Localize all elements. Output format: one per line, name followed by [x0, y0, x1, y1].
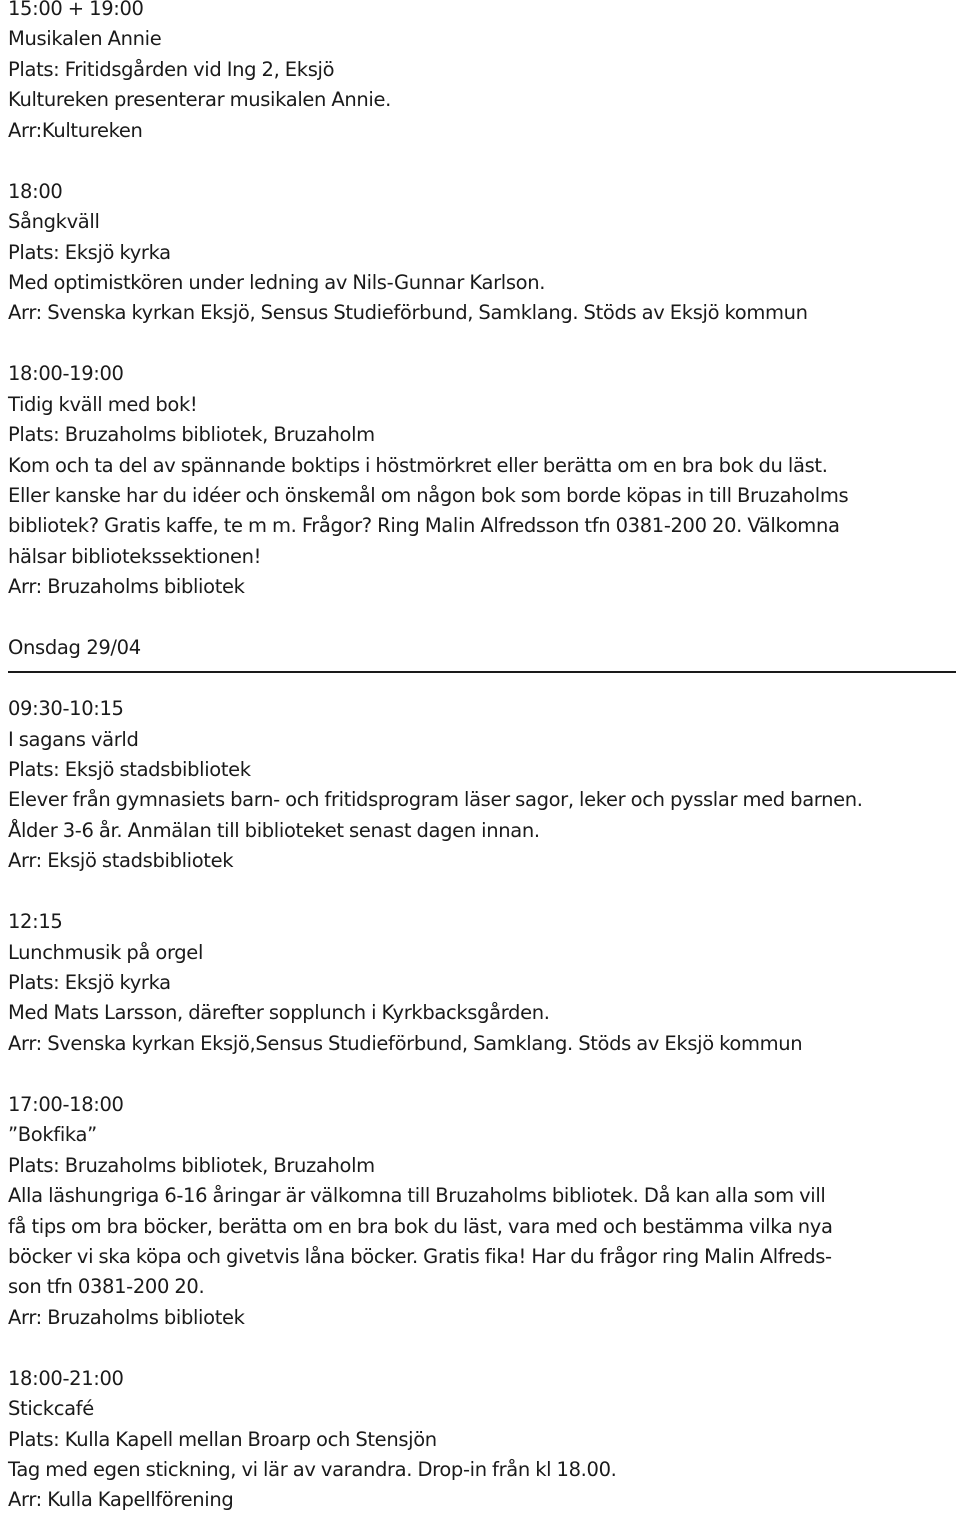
- event-time: 17:00-18:00: [8, 1092, 124, 1116]
- spacer: [8, 877, 954, 907]
- event-calendar-document: [8, 0, 954, 1516]
- event-description-line: Elever från gymnasiets barn- och fritidsprogram läser sagor, leker och pysslar med barnen.: [8, 788, 863, 812]
- event-description-line: Kom och ta del av spännande boktips i höstmörkret eller berätta om en bra bok du läst.: [8, 453, 828, 477]
- event-title: I sagans värld: [8, 727, 139, 751]
- event-title: Stickcafé: [8, 1397, 94, 1421]
- event-description: Tag med egen stickning, vi lär av varandra. Drop-in från kl 18.00.: [8, 1458, 617, 1481]
- event-place: Plats: Bruzaholms bibliotek, Bruzaholm: [8, 423, 375, 447]
- event-description-line: Eller kanske har du idéer och önskemål om någon bok som borde köpas in till Bruzaholms: [8, 484, 849, 507]
- event-title: Musikalen Annie: [8, 27, 162, 51]
- event-place: Plats: Eksjö kyrka: [8, 240, 171, 264]
- event-title: Tidig kväll med bok!: [8, 392, 198, 416]
- event-entry: [8, 1364, 954, 1516]
- event-time: 15:00 + 19:00: [8, 0, 144, 20]
- event-description-line: böcker vi ska köpa och givetvis låna böcker. Gratis fika! Har du frågor ring Malin Alfreds-: [8, 1244, 832, 1268]
- event-time: 18:00-19:00: [8, 362, 124, 386]
- event-organizer: Arr: Eksjö stadsbibliotek: [8, 849, 234, 873]
- event-description-line: hälsar bibliotekssektionen!: [8, 544, 262, 568]
- event-description-line: Ålder 3-6 år. Anmälan till biblioteket senast dagen innan.: [8, 818, 540, 842]
- event-time: 18:00-21:00: [8, 1366, 124, 1390]
- event-description-line: bibliotek? Gratis kaffe, te m m. Frågor? Ring Malin Alfredsson tfn 0381-200 20. Välkomna: [8, 514, 840, 538]
- event-organizer: Arr: Svenska kyrkan Eksjö,Sensus Studieförbund, Samklang. Stöds av Eksjö kommun: [8, 1031, 803, 1055]
- event-description: Kultureken presenterar musikalen Annie.: [8, 88, 391, 112]
- event-place: Plats: Kulla Kapell mellan Broarp och Stensjön: [8, 1427, 437, 1451]
- event-organizer: Arr: Svenska kyrkan Eksjö, Sensus Studieförbund, Samklang. Stöds av Eksjö kommun: [8, 301, 808, 325]
- spacer: [8, 1333, 954, 1363]
- event-description-line: Alla läshungriga 6-16 åringar är välkomna till Bruzaholms bibliotek. Då kan alla som vill: [8, 1184, 826, 1208]
- event-description: Med Mats Larsson, därefter sopplunch i Kyrkbacksgården.: [8, 1001, 550, 1025]
- event-description-line: son tfn 0381-200 20.: [8, 1275, 205, 1299]
- event-time: 18:00: [8, 179, 63, 203]
- event-description: Med optimistkören under ledning av Nils-Gunnar Karlson.: [8, 270, 546, 294]
- event-organizer: Arr: Bruzaholms bibliotek: [8, 1305, 245, 1329]
- event-organizer: Arr: Kulla Kapellförening: [8, 1488, 234, 1512]
- spacer: [8, 329, 954, 359]
- event-time: 09:30-10:15: [8, 697, 124, 721]
- event-entry: [8, 0, 954, 146]
- event-place: Plats: Fritidsgården vid Ing 2, Eksjö: [8, 57, 335, 81]
- event-title: ”Bokfika”: [8, 1123, 97, 1147]
- event-title: Sångkväll: [8, 210, 100, 234]
- event-place: Plats: Bruzaholms bibliotek, Bruzaholm: [8, 1153, 375, 1177]
- event-time: 12:15: [8, 910, 63, 934]
- event-entry: [8, 359, 954, 603]
- event-entry: [8, 694, 954, 877]
- event-title: Lunchmusik på orgel: [8, 940, 204, 964]
- event-organizer: Arr:Kultureken: [8, 118, 143, 142]
- day-divider: [8, 664, 954, 694]
- spacer: [8, 146, 954, 176]
- event-entry: [8, 1090, 954, 1334]
- event-entry: [8, 177, 954, 329]
- event-description-line: få tips om bra böcker, berätta om en bra bok du läst, vara med och bestämma vilka nya: [8, 1214, 833, 1238]
- event-organizer: Arr: Bruzaholms bibliotek: [8, 575, 245, 599]
- day-heading: Onsdag 29/04: [8, 636, 141, 660]
- event-entry: [8, 907, 954, 1059]
- spacer: [8, 603, 954, 633]
- spacer: [8, 1059, 954, 1089]
- event-place: Plats: Eksjö stadsbibliotek: [8, 757, 251, 781]
- event-place: Plats: Eksjö kyrka: [8, 971, 171, 994]
